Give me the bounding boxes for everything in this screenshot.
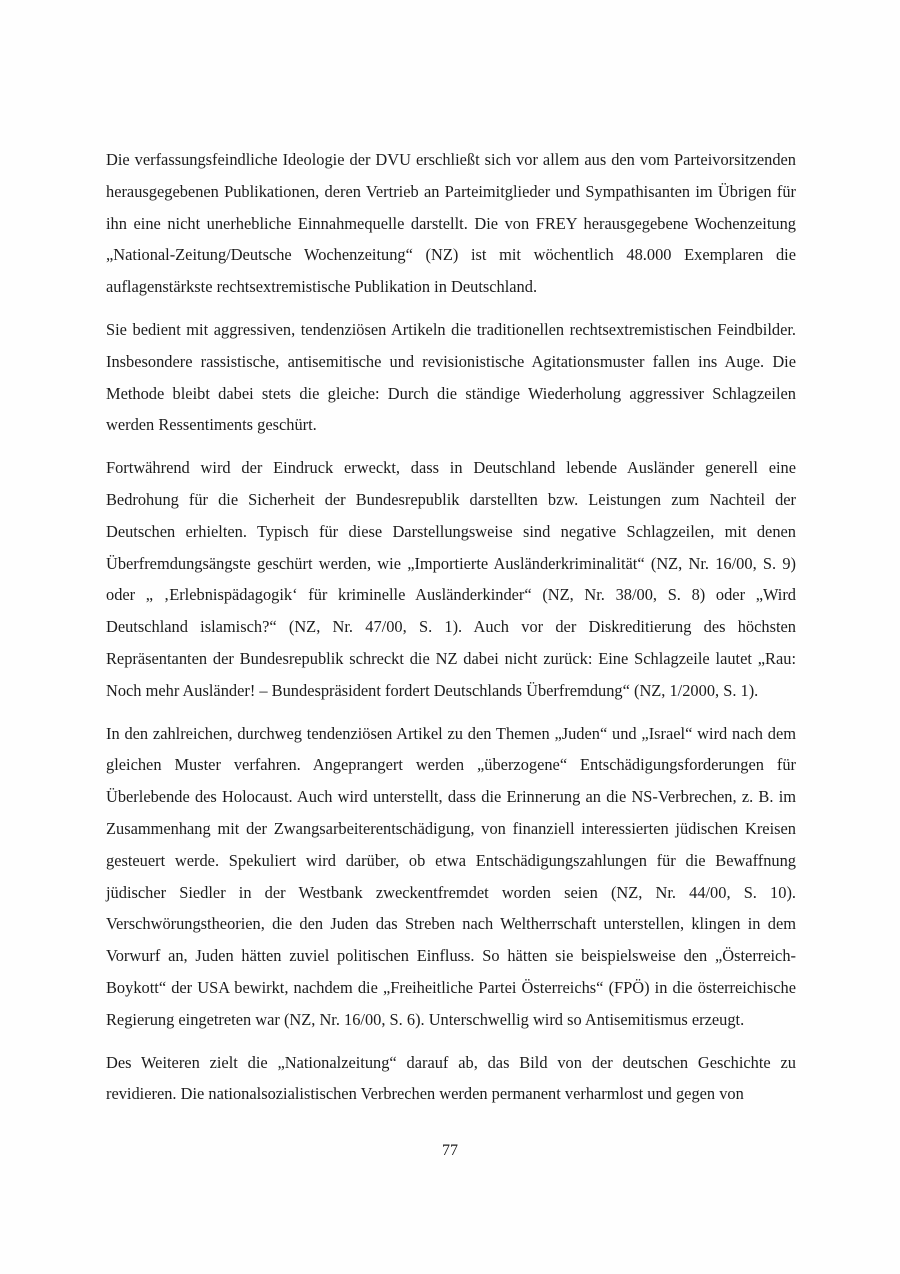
paragraph-4: In den zahlreichen, durchweg tendenziösen Artikel zu den Themen „Juden“ und „Israel“ wird nach dem gleichen Muster verfahren. Angeprangert werden „überzogene“ Entschädigungsforderungen für Überlebende des Holocaust. Auch wird unterstellt, dass die Erinnerung an die NS-Verbrechen, z. B. im Zusammenhang mit der Zwangsarbeiterentschädigung, von finanziell interessierten jüdischen Kreisen gesteuert werde. Spekuliert wird darüber, ob etwa Entschädigungszahlungen für die Bewaffnung jüdischer Siedler in der Westbank zweckentfremdet worden seien (NZ, Nr. 44/00, S. 10). Verschwörungstheorien, die den Juden das Streben nach Weltherrschaft unterstellen, klingen in dem Vorwurf an, Juden hätten zuviel politischen Einfluss. So hätten sie beispielsweise den „Österreich-Boykott“ der USA bewirkt, nachdem die „Freiheitliche Partei Österreichs“ (FPÖ) in die österreichische Regierung eingetreten war (NZ, Nr. 16/00, S. 6). Unterschwellig wird so Antisemitismus erzeugt.	[106, 723, 796, 1029]
body-text	[106, 144, 796, 1121]
paragraph-2: Sie bedient mit aggressiven, tendenziösen Artikeln die traditionellen rechtsextremistischen Feindbilder. Insbesondere rassistische, antisemitische und revisionistische Agitationsmuster fallen ins Auge. Die Methode bleibt dabei stets die gleiche: Durch die ständige Wiederholung aggressiver Schlagzeilen werden Ressentiments geschürt.	[106, 319, 796, 435]
paragraph-5: Des Weiteren zielt die „Nationalzeitung“ darauf ab, das Bild von der deutschen Geschichte zu revidieren. Die nationalsozialistischen Verbrechen werden permanent verharmlost und gegen von	[106, 1052, 796, 1104]
paragraph-3: Fortwährend wird der Eindruck erweckt, dass in Deutschland lebende Ausländer generell eine Bedrohung für die Sicherheit der Bundesrepublik darstellten bzw. Leistungen zum Nachteil der Deutschen erhielten. Typisch für diese Darstellungsweise sind negative Schlagzeilen, mit denen Überfremdungsängste geschürt werden, wie „Importierte Ausländerkriminalität“ (NZ, Nr. 16/00, S. 9) oder „ ‚Erlebnispädagogik‘ für kriminelle Ausländerkinder“ (NZ, Nr. 38/00, S. 8) oder „Wird Deutschland islamisch?“ (NZ, Nr. 47/00, S. 1). Auch vor der Diskreditierung des höchsten Repräsentanten der Bundesrepublik schreckt die NZ dabei nicht zurück: Eine Schlagzeile lautet „Rau: Noch mehr Ausländer! – Bundespräsident fordert Deutschlands Überfremdung“ (NZ, 1/2000, S. 1).	[106, 458, 796, 700]
page-number: 77	[442, 1142, 458, 1159]
paragraph-1: Die verfassungsfeindliche Ideologie der DVU erschließt sich vor allem aus den vom Parteivorsitzenden herausgegebenen Publikationen, deren Vertrieb an Parteimitglieder und Sympathisanten im Übrigen für ihn eine nicht unerhebliche Einnahmequelle darstellt. Die von FREY herausgegebene Wochenzeitung „National-Zeitung/Deutsche Wochenzeitung“ (NZ) ist mit wöchentlich 48.000 Exemplaren die auflagenstärkste rechtsextremistische Publikation in Deutschland.	[106, 150, 796, 297]
